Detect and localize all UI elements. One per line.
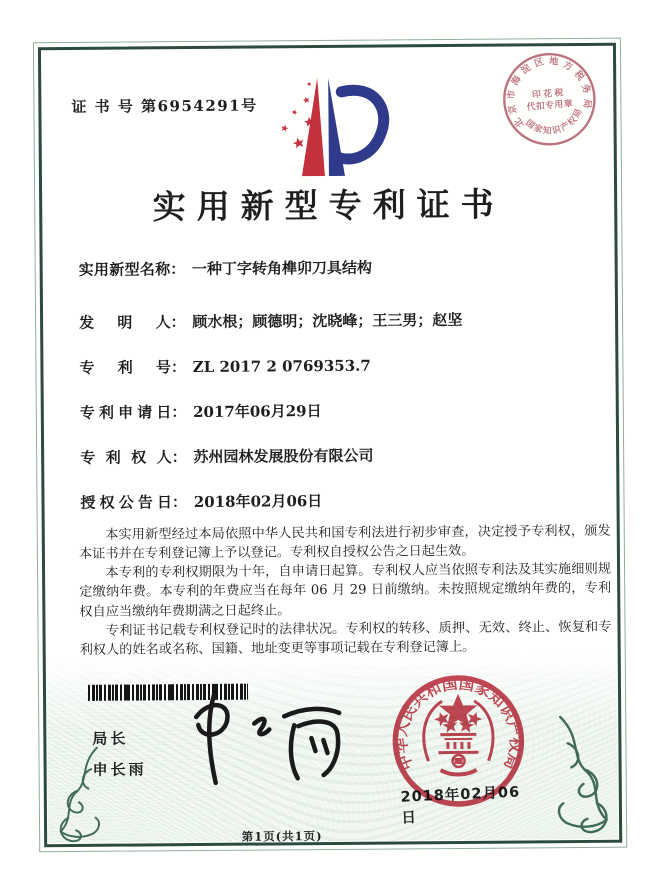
- certificate-number: 证 书 号 第6954291号: [71, 96, 258, 116]
- field-row-grant-date: [80, 489, 580, 513]
- field-label: 实用新型名称: [78, 260, 171, 279]
- field-list: [79, 256, 581, 538]
- field-colon: ：: [170, 313, 186, 332]
- national-emblem-icon: [423, 701, 493, 775]
- corner-flourish-icon: [548, 710, 621, 841]
- field-label: 专利权人: [80, 448, 172, 467]
- legal-paragraph: 专利证书记载专利权登记时的法律状况。专利权的转移、质押、无效、终止、恢复和专利权人的姓名或名称、国籍、地址变更等事项记载在专利登记簿上。: [79, 619, 612, 658]
- sipo-logo-icon: [257, 69, 390, 184]
- field-row-filing-date: [80, 399, 580, 423]
- tax-seal-center-line1: 印花税: [531, 88, 567, 101]
- field-row-inventors: [79, 309, 579, 333]
- seal-ring-text: 中华人民共和国国家知识产权局: [390, 673, 526, 774]
- signer-name: 申长雨: [92, 760, 147, 779]
- field-colon: ：: [171, 448, 187, 467]
- field-colon: ：: [170, 358, 187, 377]
- field-colon: ：: [171, 403, 187, 422]
- field-colon: ：: [171, 493, 188, 512]
- field-value: 顾水根；顾德明；沈晓峰；王三男；赵坚: [192, 310, 463, 332]
- legal-text: [79, 522, 612, 660]
- field-row-utility-model-name: [79, 256, 579, 280]
- corner-flourish-icon: [46, 744, 109, 846]
- tax-seal-bottom-arc-text: 国家知识产权局: [523, 107, 585, 137]
- page-number: 第1页(共1页): [241, 829, 323, 844]
- field-label: 专利号: [79, 358, 172, 377]
- sipo-seal-icon: [388, 670, 529, 811]
- field-value: 2018年02月06日: [193, 492, 323, 512]
- tax-stamp-seal-icon: [500, 50, 599, 149]
- field-value: 苏州园林发展股份有限公司: [193, 446, 374, 467]
- field-row-patentee: [80, 444, 580, 468]
- field-colon: ：: [170, 260, 186, 279]
- handwritten-signature-icon: [184, 688, 350, 791]
- certificate-title: 实用新型专利证书: [152, 184, 505, 227]
- field-value: 一种丁字转角榫卯刀具结构: [191, 258, 373, 279]
- field-value: ZL 2017 2 0769353.7: [192, 356, 371, 377]
- field-label: 授权公告日: [80, 493, 173, 512]
- legal-paragraph: 本专利的专利权期限为十年，自申请日起算。专利权人应当依照专利法及其实施细则规定缴纳年费。本专利的年费应当在每年 06 月 29 日前缴纳。未按照规定缴纳年费的，专利权自应当缴纳年费期满之日起终止。: [79, 562, 612, 620]
- seal-date: 2018年02月06日: [400, 784, 521, 827]
- legal-paragraph: 本实用新型经过本局依照中华人民共和国专利法进行初步审查，决定授予专利权，颁发本证书并在专利登记簿上予以登记。专利权自授权公告之日起生效。: [78, 523, 611, 563]
- tax-seal-center-line2: 代扣专用章: [526, 99, 574, 113]
- field-row-patent-number: [79, 354, 579, 378]
- signer-title: 局长: [92, 729, 129, 748]
- field-label: 发明人: [79, 313, 171, 332]
- tax-seal-top-arc-text: 北京市海淀区地方税务局: [505, 55, 593, 130]
- field-label: 专利申请日: [79, 403, 172, 422]
- field-value: 2017年06月29日: [193, 402, 322, 422]
